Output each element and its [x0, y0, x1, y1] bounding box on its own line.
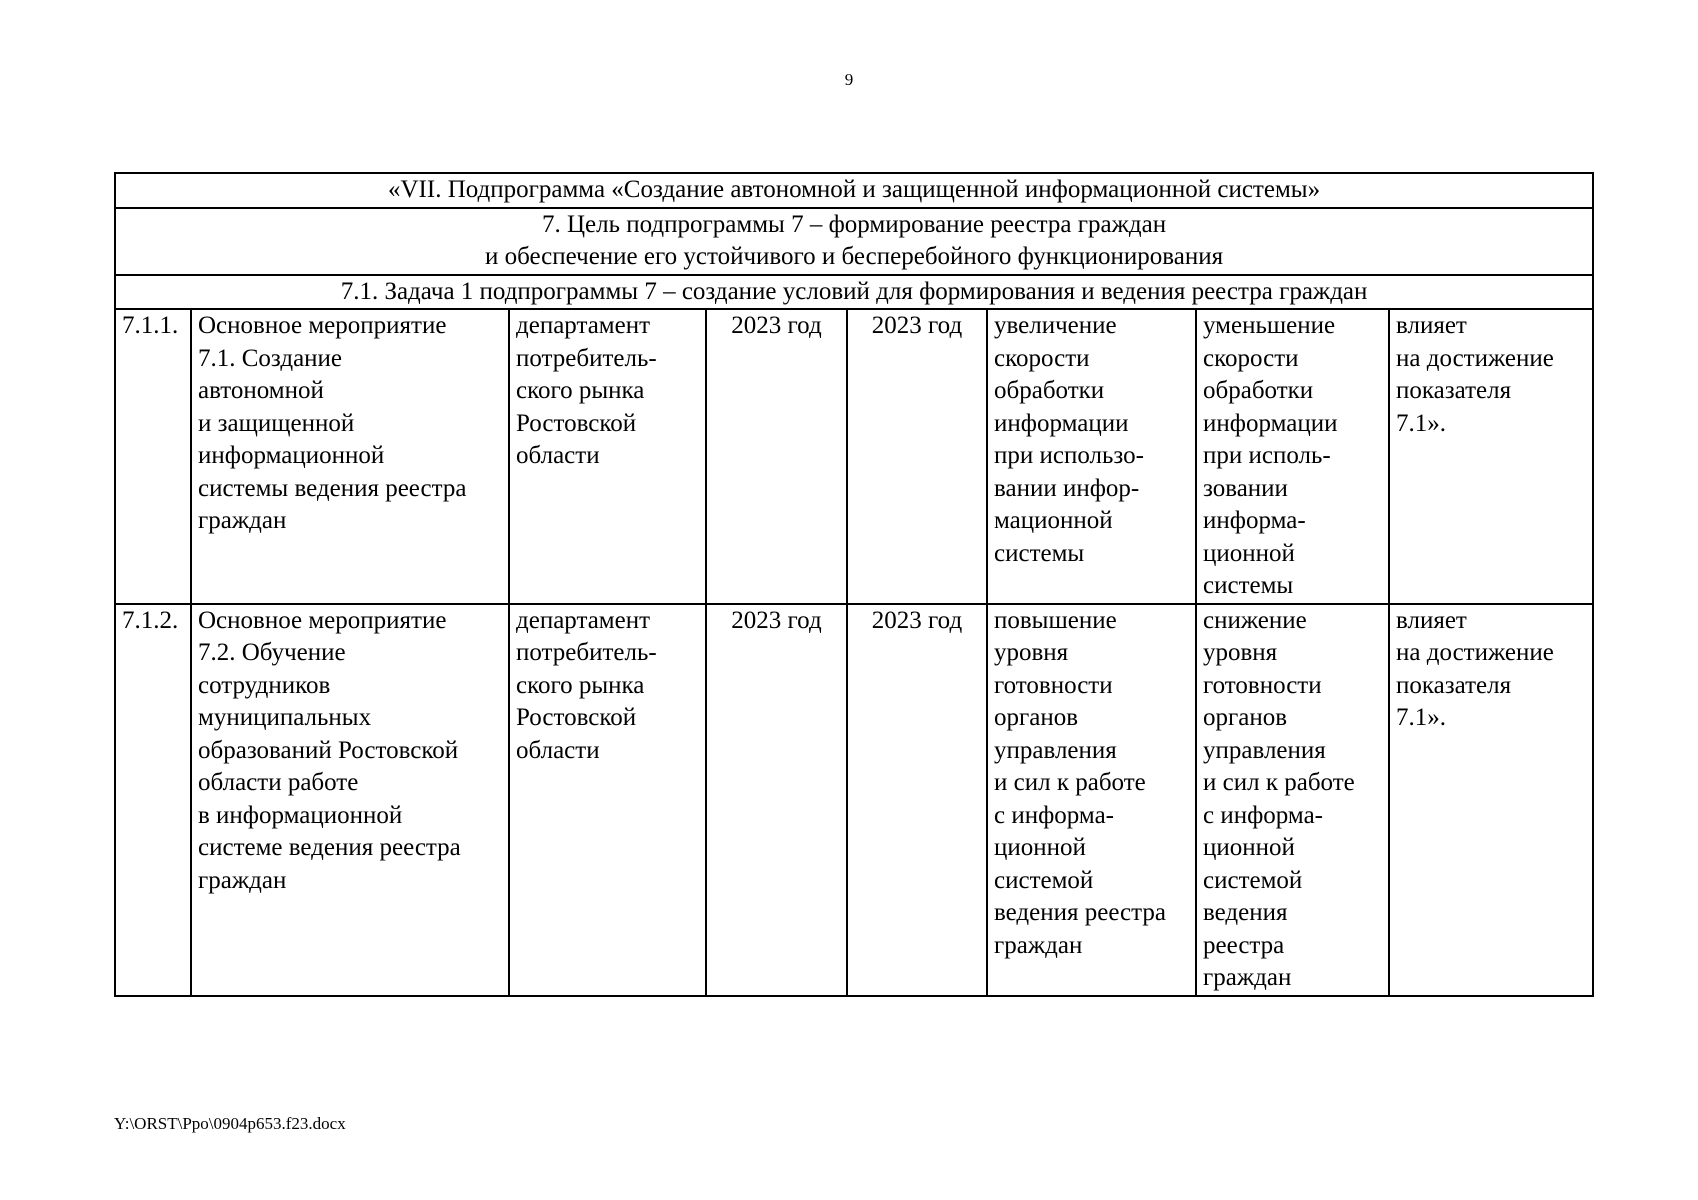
- executor-text: департамент потребитель- ского рынка Ростовской области: [516, 606, 657, 764]
- relation-cell: [1389, 604, 1593, 996]
- activity-text: Основное мероприятие 7.1. Создание автономной и защищенной информационной системы ведения реестра граждан: [198, 312, 467, 534]
- relation-text: влияет на достижение показателя 7.1».: [1396, 312, 1554, 437]
- activity-cell: [191, 309, 509, 604]
- consequence-text: уменьшение скорости обработки информации при исполь- зовании информа- ционной системы: [1203, 312, 1338, 599]
- file-path-footer: Y:\ORST\Ppo\0904p653.f23.docx: [114, 1114, 346, 1133]
- task-row: [115, 275, 1593, 310]
- result-cell: [987, 309, 1196, 604]
- table-row: [115, 604, 1593, 996]
- program-table: [114, 172, 1594, 997]
- executor-text: департамент потребитель- ского рынка Ростовской области: [516, 312, 657, 469]
- relation-cell: [1389, 309, 1593, 604]
- table-row: [115, 309, 1593, 604]
- subprogram-goal: [115, 208, 1593, 275]
- page-number: 9: [844, 70, 854, 89]
- executor-cell: [509, 309, 706, 604]
- result-text: увеличение скорости обработки информации при использо- вании инфор- мационной системы: [994, 312, 1144, 567]
- goal-line-2: и обеспечение его устойчивого и бесперебойного функционирования: [484, 243, 1224, 270]
- subprogram-task: 7.1. Задача 1 подпрограммы 7 – создание условий для формирования и ведения реестра граждан: [115, 275, 1593, 310]
- consequence-cell: [1196, 309, 1389, 604]
- end-year: 2023 год: [847, 604, 987, 996]
- start-year: 2023 год: [706, 604, 847, 996]
- result-text: повышение уровня готовности органов управления и сил к работе с информа- ционной системой ведения реестра граждан: [994, 606, 1166, 959]
- activity-text: Основное мероприятие 7.2. Обучение сотрудников муниципальных образований Ростовской области работе в информационной системе ведения реестра граждан: [198, 606, 461, 894]
- consequence-cell: [1196, 604, 1389, 996]
- goal-row: [115, 208, 1593, 275]
- goal-line-1: 7. Цель подпрограммы 7 – формирование реестра граждан: [542, 210, 1167, 238]
- result-cell: [987, 604, 1196, 996]
- subprogram-title: «VII. Подпрограмма «Создание автономной и защищенной информационной системы»: [115, 173, 1593, 208]
- subprogram-title-row: [115, 173, 1593, 208]
- relation-text: влияет на достижение показателя 7.1».: [1396, 606, 1554, 731]
- start-year: 2023 год: [706, 309, 847, 604]
- row-number: 7.1.1.: [115, 309, 191, 604]
- executor-cell: [509, 604, 706, 996]
- activity-cell: [191, 604, 509, 996]
- consequence-text: снижение уровня готовности органов управления и сил к работе с информа- ционной системой ведения реестра граждан: [1203, 606, 1355, 991]
- row-number: 7.1.2.: [115, 604, 191, 996]
- end-year: 2023 год: [847, 309, 987, 604]
